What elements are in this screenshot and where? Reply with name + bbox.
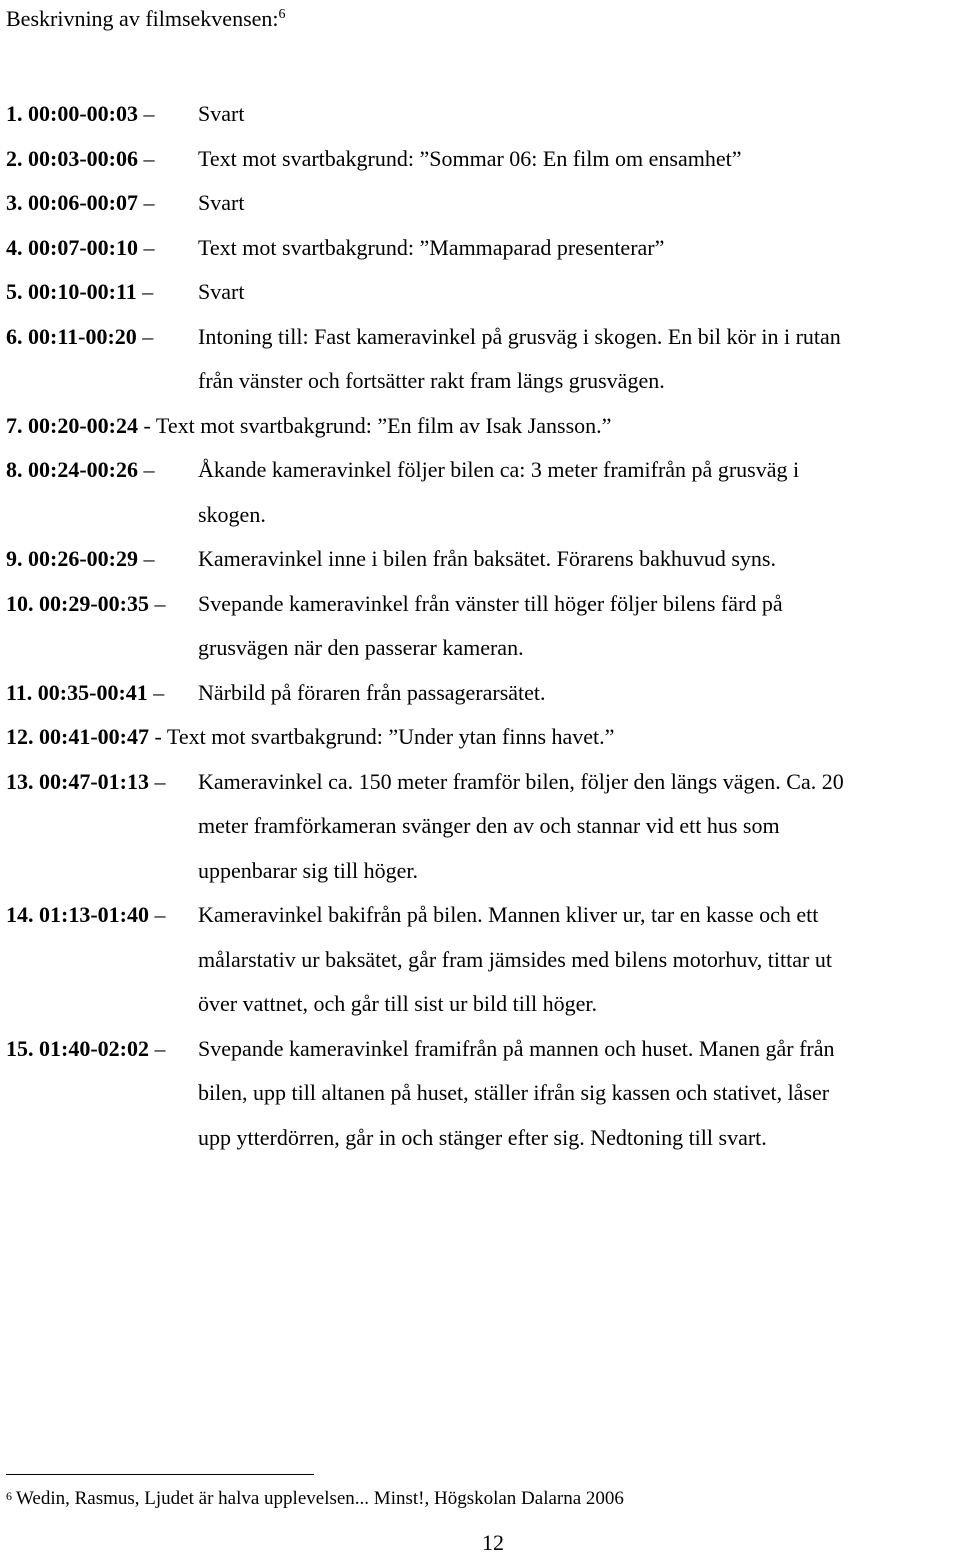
heading-text: Beskrivning av filmsekvensen: bbox=[6, 6, 279, 31]
item-dash: - bbox=[154, 724, 162, 749]
list-item-first-line bbox=[0, 760, 960, 805]
item-description: Kameravinkel inne i bilen från baksätet. Förarens bakhuvud syns. bbox=[198, 546, 776, 571]
page-number: 12 bbox=[482, 1530, 504, 1555]
item-timecode: 00:11-00:20 bbox=[28, 323, 137, 349]
item-number: 11. bbox=[6, 679, 33, 705]
item-description: Svepande kameravinkel från vänster till höger följer bilens färd på bbox=[198, 590, 783, 616]
item-description-continued: målarstativ ur baksätet, går fram jämsides med bilens motorhuv, tittar ut bbox=[198, 946, 832, 972]
item-description-continued: bilen, upp till altanen på huset, ställer ifrån sig kassen och stativet, låser bbox=[198, 1080, 830, 1105]
item-dash: – bbox=[143, 457, 155, 482]
list-item-continuation-line bbox=[0, 849, 960, 894]
item-number: 3. bbox=[6, 190, 23, 215]
item-number: 8. bbox=[6, 457, 23, 482]
list-item-first-line bbox=[0, 270, 960, 315]
list-item bbox=[0, 226, 960, 271]
item-dash: – bbox=[143, 145, 155, 171]
item-number: 12. bbox=[6, 724, 34, 749]
item-dash: – bbox=[154, 768, 166, 794]
heading-footnote-mark: 6 bbox=[278, 7, 286, 22]
item-lead bbox=[6, 270, 153, 315]
item-description-continued: över vattnet, och går till sist ur bild till höger. bbox=[198, 991, 597, 1016]
item-lead bbox=[6, 582, 165, 627]
list-item bbox=[0, 582, 960, 671]
item-lead bbox=[6, 1027, 165, 1072]
list-item bbox=[0, 537, 960, 582]
list-item-first-line bbox=[0, 582, 960, 627]
list-item bbox=[0, 404, 960, 449]
item-timecode: 00:41-00:47 bbox=[39, 724, 149, 749]
list-item bbox=[0, 181, 960, 226]
item-description: Kameravinkel bakifrån på bilen. Mannen kliver ur, tar en kasse och ett bbox=[198, 902, 819, 927]
item-lead bbox=[6, 315, 153, 360]
item-description: Svepande kameravinkel framifrån på mannen och huset. Manen går från bbox=[198, 1035, 835, 1061]
item-dash: – bbox=[154, 590, 166, 616]
list-item bbox=[0, 760, 960, 894]
footnote-mark: 6 bbox=[6, 1489, 12, 1503]
footnote-divider bbox=[6, 1474, 314, 1475]
item-number: 1. bbox=[6, 101, 23, 126]
item-timecode: 00:10-00:11 bbox=[28, 279, 137, 304]
item-timecode: 00:47-01:13 bbox=[39, 768, 149, 794]
item-lead bbox=[6, 893, 165, 938]
item-description: Kameravinkel ca. 150 meter framför bilen, följer den längs vägen. Ca. 20 bbox=[198, 768, 844, 794]
item-description: Svart bbox=[198, 101, 245, 126]
item-timecode: 00:07-00:10 bbox=[28, 234, 138, 260]
list-item-continuation-line bbox=[0, 1071, 960, 1116]
item-dash: – bbox=[153, 679, 165, 705]
item-number: 7. bbox=[6, 412, 23, 438]
list-item bbox=[0, 893, 960, 1027]
item-lead bbox=[6, 448, 154, 493]
list-item bbox=[0, 92, 960, 137]
item-lead bbox=[6, 181, 154, 226]
item-number: 9. bbox=[6, 546, 23, 571]
list-item bbox=[0, 448, 960, 537]
item-description: Text mot svartbakgrund: ”Sommar 06: En film om ensamhet” bbox=[198, 145, 742, 171]
item-timecode: 00:00-00:03 bbox=[28, 101, 138, 126]
list-item bbox=[0, 671, 960, 716]
item-dash: – bbox=[142, 323, 154, 349]
list-item-first-line bbox=[0, 448, 960, 493]
footnote-text: Wedin, Rasmus, Ljudet är halva upplevelsen... Minst!, Högskolan Dalarna 2006 bbox=[16, 1488, 624, 1509]
list-item-first-line bbox=[0, 893, 960, 938]
item-timecode: 01:40-02:02 bbox=[39, 1035, 149, 1061]
item-lead bbox=[6, 760, 165, 805]
item-description: Text mot svartbakgrund: ”En film av Isak Jansson.” bbox=[155, 412, 612, 438]
item-description: Svart bbox=[198, 279, 245, 304]
item-number: 5. bbox=[6, 279, 23, 304]
item-description: Intoning till: Fast kameravinkel på grusväg i skogen. En bil kör in i rutan bbox=[198, 323, 841, 349]
item-number: 2. bbox=[6, 145, 23, 171]
list-item bbox=[0, 315, 960, 404]
list-item-first-line bbox=[0, 671, 960, 716]
item-dash: – bbox=[143, 546, 155, 571]
item-lead bbox=[6, 537, 154, 582]
item-number: 13. bbox=[6, 768, 34, 794]
item-timecode: 00:29-00:35 bbox=[39, 590, 149, 616]
item-dash: – bbox=[154, 1035, 166, 1061]
item-description-continued: från vänster och fortsätter rakt fram längs grusvägen. bbox=[198, 368, 665, 393]
item-description-continued: meter framförkameran svänger den av och stannar vid ett hus som bbox=[198, 813, 780, 838]
item-lead bbox=[6, 92, 154, 137]
item-number: 4. bbox=[6, 234, 23, 260]
list-item-first-line bbox=[0, 181, 960, 226]
item-dash: – bbox=[143, 234, 155, 260]
list-item-first-line bbox=[0, 137, 960, 182]
item-timecode: 00:20-00:24 bbox=[28, 412, 138, 438]
item-number: 6. bbox=[6, 323, 23, 349]
list-item-continuation-line bbox=[0, 626, 960, 671]
item-description: Åkande kameravinkel följer bilen ca: 3 meter framifrån på grusväg i bbox=[198, 457, 800, 482]
item-lead bbox=[6, 671, 164, 716]
item-timecode: 00:03-00:06 bbox=[28, 145, 138, 171]
item-description: Närbild på föraren från passagerarsätet. bbox=[198, 679, 546, 705]
list-item bbox=[0, 1027, 960, 1161]
item-number: 15. bbox=[6, 1035, 34, 1061]
item-timecode: 00:24-00:26 bbox=[28, 457, 138, 482]
sequence-list bbox=[0, 92, 960, 1160]
list-item-first-line bbox=[0, 315, 960, 360]
document-heading bbox=[6, 4, 286, 34]
item-dash: - bbox=[143, 412, 151, 438]
list-item bbox=[0, 137, 960, 182]
item-description: Svart bbox=[198, 190, 245, 215]
list-item bbox=[0, 715, 960, 760]
list-item-first-line bbox=[0, 226, 960, 271]
item-dash: – bbox=[142, 279, 154, 304]
list-item-continuation-line bbox=[0, 938, 960, 983]
list-item bbox=[0, 270, 960, 315]
item-timecode: 00:06-00:07 bbox=[28, 190, 138, 215]
list-item-first-line bbox=[0, 404, 960, 449]
item-description-continued: upp ytterdörren, går in och stänger efter sig. Nedtoning till svart. bbox=[198, 1124, 767, 1150]
list-item-continuation-line bbox=[0, 493, 960, 538]
list-item-continuation-line bbox=[0, 1116, 960, 1161]
footnote bbox=[6, 1486, 624, 1512]
item-description-continued: grusvägen när den passerar kameran. bbox=[198, 635, 524, 660]
item-number: 14. bbox=[6, 902, 34, 927]
item-description: Text mot svartbakgrund: ”Mammaparad presenterar” bbox=[198, 234, 665, 260]
item-dash: – bbox=[143, 101, 155, 126]
item-number: 10. bbox=[6, 590, 34, 616]
item-dash: – bbox=[143, 190, 155, 215]
list-item-first-line bbox=[0, 537, 960, 582]
item-description-continued: uppenbarar sig till höger. bbox=[198, 857, 418, 883]
item-timecode: 00:35-00:41 bbox=[37, 679, 148, 705]
item-description: Text mot svartbakgrund: ”Under ytan finns havet.” bbox=[166, 724, 615, 749]
item-timecode: 00:26-00:29 bbox=[28, 546, 138, 571]
list-item-first-line bbox=[0, 715, 960, 760]
list-item-continuation-line bbox=[0, 982, 960, 1027]
list-item-continuation-line bbox=[0, 359, 960, 404]
item-dash: – bbox=[154, 902, 166, 927]
list-item-first-line bbox=[0, 92, 960, 137]
item-lead bbox=[6, 226, 154, 271]
list-item-first-line bbox=[0, 1027, 960, 1072]
item-description-continued: skogen. bbox=[198, 501, 266, 527]
item-timecode: 01:13-01:40 bbox=[39, 902, 149, 927]
item-lead bbox=[6, 137, 154, 182]
list-item-continuation-line bbox=[0, 804, 960, 849]
